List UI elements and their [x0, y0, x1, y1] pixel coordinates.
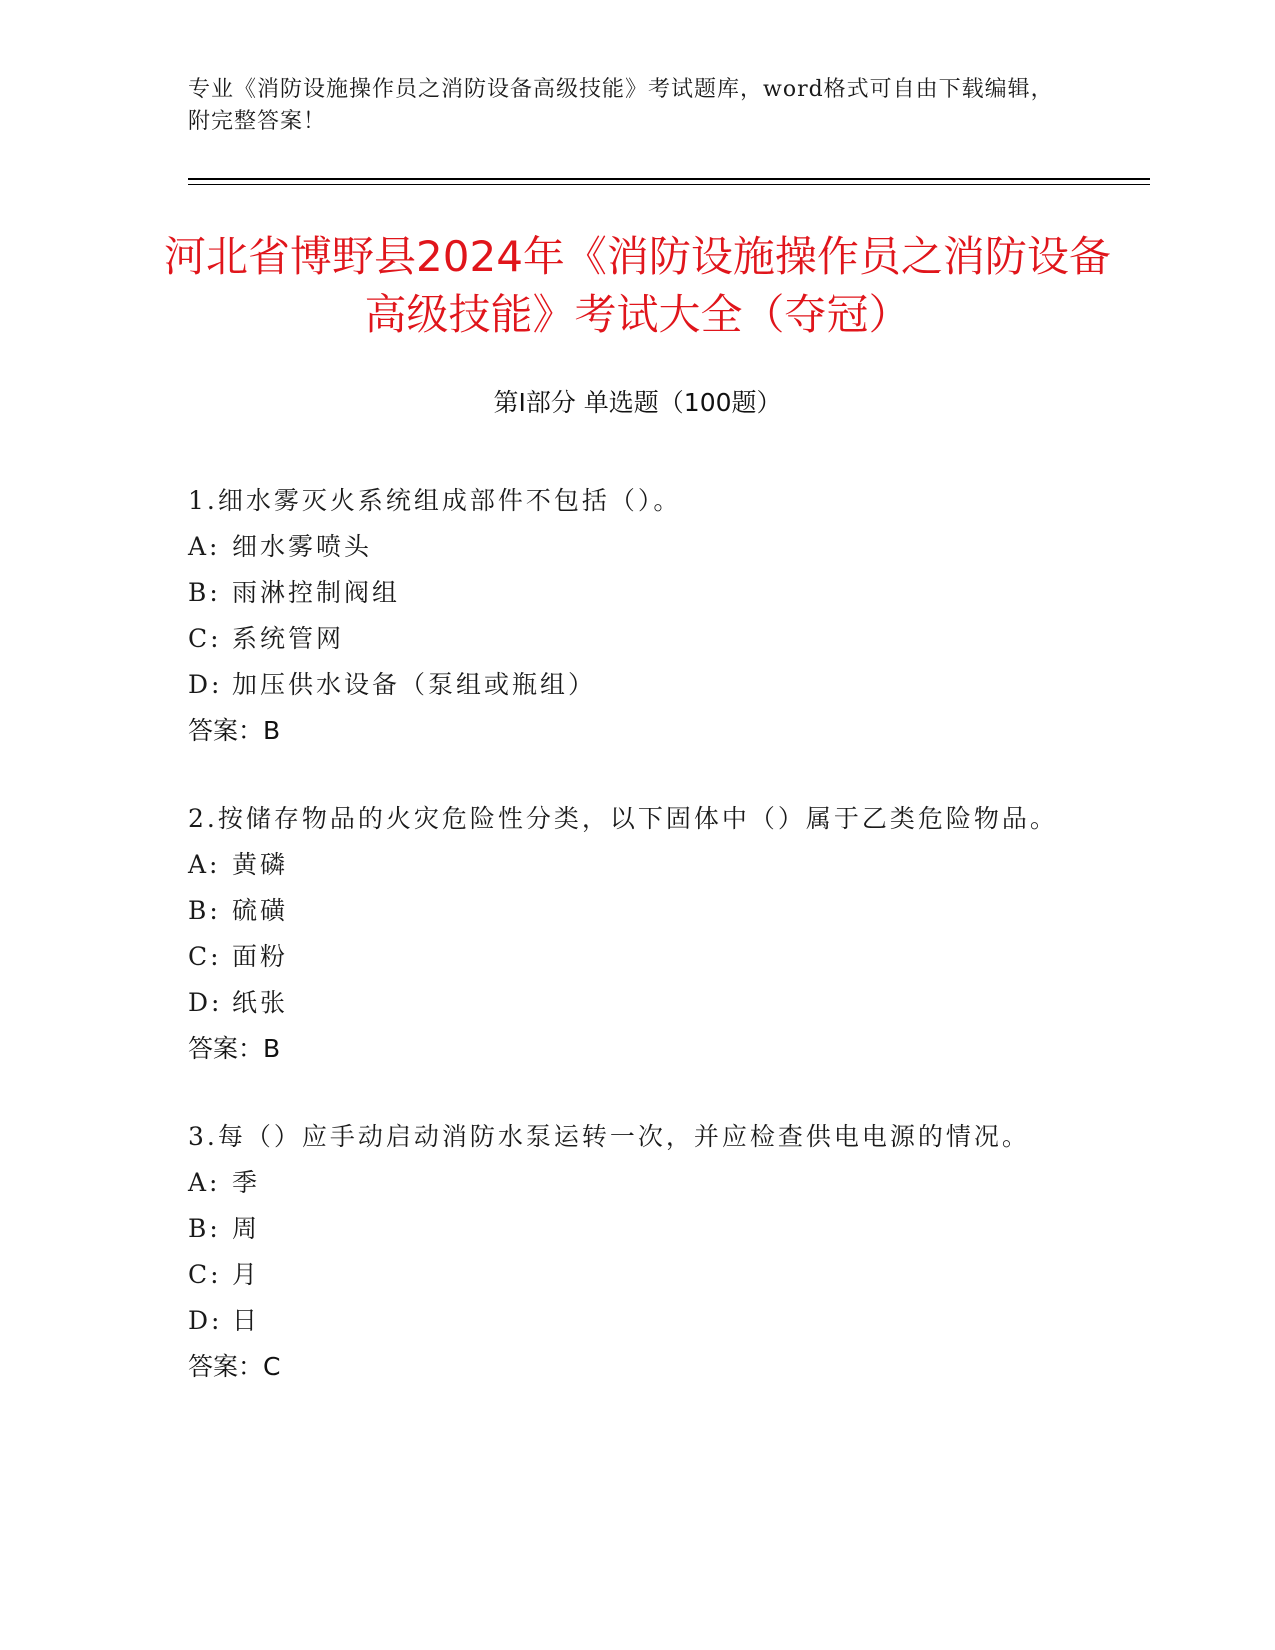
option-c [188, 1252, 1068, 1298]
option-b [188, 1206, 1068, 1252]
option-c [188, 934, 1068, 980]
option-key: A: [188, 1168, 221, 1197]
question-stem: 3.每（）应手动启动消防水泵运转一次，并应检查供电电源的情况。 [188, 1122, 1030, 1151]
option-text: 系统管网 [232, 624, 345, 653]
option-key: D: [188, 1306, 223, 1335]
option-d [188, 1298, 1068, 1344]
option-text: 纸张 [232, 988, 289, 1017]
option-d [188, 980, 1068, 1026]
answer: 答案：C [188, 1352, 281, 1381]
option-text: 雨淋控制阀组 [232, 578, 401, 607]
question-1 [188, 478, 1068, 754]
question-2 [188, 796, 1068, 1072]
option-key: C: [188, 624, 222, 653]
option-text: 季 [232, 1168, 261, 1197]
document-title: 河北省博野县2024年《消防设施操作员之消防设备高级技能》考试大全（夺冠） [164, 232, 1111, 339]
option-text: 月 [232, 1260, 261, 1289]
option-b [188, 570, 1068, 616]
option-text: 加压供水设备（泵组或瓶组） [232, 670, 597, 699]
option-key: B: [188, 1214, 221, 1243]
question-list [188, 478, 1068, 1432]
option-text: 日 [232, 1306, 261, 1335]
option-d [188, 662, 1068, 708]
header-note: 专业《消防设施操作员之消防设备高级技能》考试题库，word格式可自由下载编辑，附完整答案！ [188, 77, 1054, 134]
header-rule-thick [188, 178, 1150, 180]
option-key: B: [188, 896, 221, 925]
option-key: D: [188, 670, 223, 699]
option-text: 面粉 [232, 942, 289, 971]
question-stem: 2.按储存物品的火灾危险性分类，以下固体中（）属于乙类危险物品。 [188, 804, 1058, 833]
question-3 [188, 1114, 1068, 1390]
header-rule-thin [188, 184, 1150, 185]
option-key: A: [188, 850, 221, 879]
option-key: D: [188, 988, 223, 1017]
option-key: B: [188, 578, 221, 607]
option-key: C: [188, 942, 222, 971]
answer: 答案：B [188, 1034, 281, 1063]
option-key: C: [188, 1260, 222, 1289]
option-text: 硫磺 [232, 896, 289, 925]
option-a [188, 842, 1068, 888]
option-b [188, 888, 1068, 934]
question-stem: 1.细水雾灭火系统组成部件不包括（）。 [188, 486, 682, 515]
option-a [188, 524, 1068, 570]
section-title: 第Ⅰ部分 单选题（100题） [493, 388, 782, 417]
option-text: 黄磷 [232, 850, 289, 879]
option-key: A: [188, 532, 221, 561]
option-c [188, 616, 1068, 662]
answer: 答案：B [188, 716, 281, 745]
option-text: 周 [232, 1214, 261, 1243]
option-a [188, 1160, 1068, 1206]
option-text: 细水雾喷头 [232, 532, 373, 561]
